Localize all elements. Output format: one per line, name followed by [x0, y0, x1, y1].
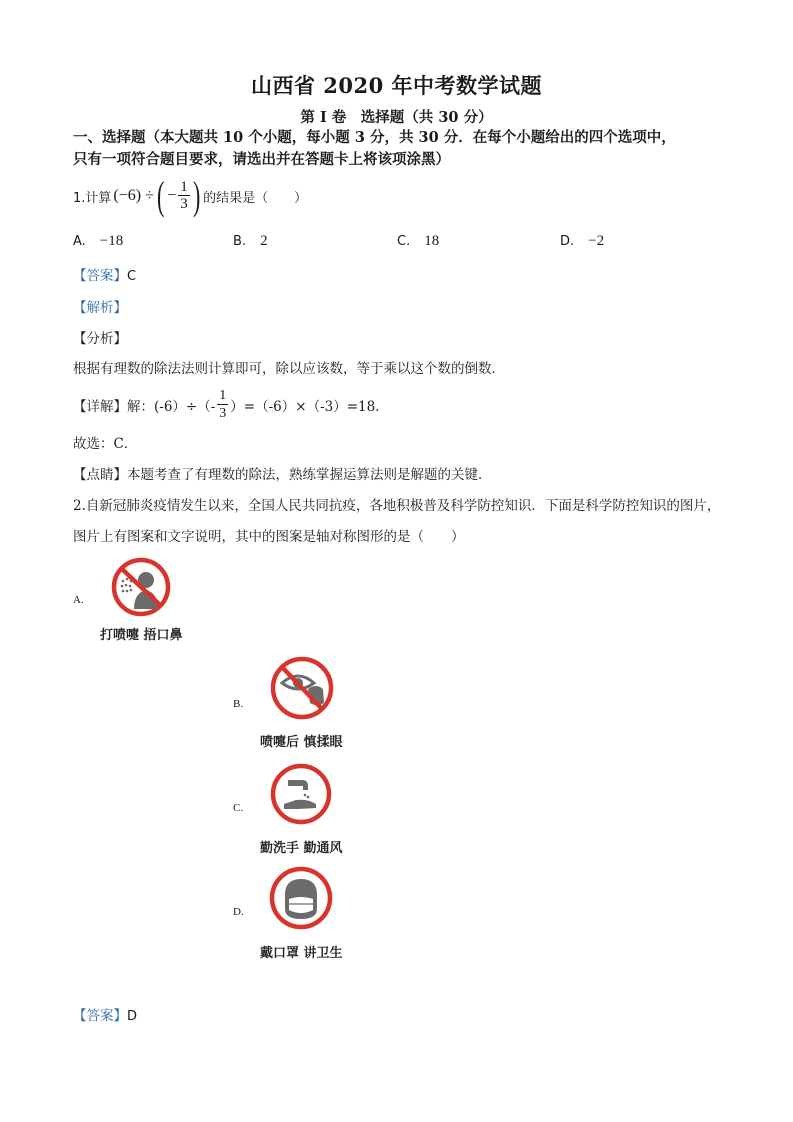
q1-frac-sign: −: [167, 187, 177, 204]
q2-option-a-caption: 打喷嚏 捂口鼻: [100, 628, 183, 643]
no-rub-eyes-icon: [268, 655, 336, 721]
page-title: 山西省 2020 年中考数学试题: [250, 73, 543, 98]
q1-fraction: [178, 179, 190, 213]
q2-option-c-label: C.: [233, 802, 244, 814]
q2-option-b-caption: 喷嚏后 慎揉眼: [260, 735, 343, 750]
q1-detailed-solution: 【详解】 解：(-6）÷（- $\frac{1}{3}$ ）=（-6）×（-3）=18．: [73, 388, 389, 421]
q2-option-a-label: A.: [73, 594, 84, 606]
q1-paren-open: (: [156, 173, 165, 218]
q2-answer: 【答案】D: [73, 1008, 138, 1024]
section-instructions-line1: 一、选择题（本大题共 10 个小题，每小题 3 分，共 30 分．在每个小题给出的四个选项中，: [73, 129, 676, 146]
q1-option-d: D. −2: [560, 233, 605, 249]
q1-paren-close: ): [192, 173, 201, 218]
q1-option-a: A. −18: [73, 233, 124, 249]
q1-frac-den: 3: [180, 196, 188, 212]
q1-conclusion: 故选：C．: [73, 436, 138, 452]
question-2-line2: 图片上有图案和文字说明，其中的图案是轴对称图形的是（ ）: [73, 529, 465, 545]
q1-prefix: 1.计算: [73, 190, 112, 206]
q1-option-b: B. 2: [233, 233, 268, 249]
q1-option-c: C. 18: [397, 233, 440, 249]
wash-hands-icon: [268, 762, 334, 826]
q2-option-d-caption: 戴口罩 讲卫生: [260, 946, 343, 961]
q1-fenxi-text: 根据有理数的除法法则计算即可，除以应该数，等于乘以这个数的倒数．: [73, 361, 505, 377]
q1-frac-num: 1: [180, 179, 188, 195]
q2-option-d-label: D.: [233, 906, 244, 918]
q2-option-c-caption: 勤洗手 勤通风: [260, 841, 343, 856]
section-instructions-line2: 只有一项符合题目要求，请选出并在答题卡上将该项涂黑）: [73, 151, 450, 168]
question-1: [73, 174, 307, 218]
q1-analysis-tag: 【解析】: [73, 300, 127, 316]
q1-fenxi-tag: 【分析】: [73, 331, 127, 347]
question-2-line1: 2.自新冠肺炎疫情发生以来，全国人民共同抗疫，各地积极普及科学防控知识．下面是科学防控知识的图片，: [73, 498, 721, 514]
q1-suffix: 的结果是（ ）: [203, 190, 308, 206]
answer-tag: 【答案】: [73, 1008, 127, 1024]
section-subtitle: 第 I 卷 选择题（共 30 分）: [300, 109, 493, 126]
q1-answer: 【答案】C: [73, 268, 137, 284]
answer-tag: 【答案】: [73, 268, 127, 284]
q1-solution-fraction: $\frac{1}{3}$: [219, 388, 227, 421]
wear-mask-icon: [268, 865, 334, 931]
q1-expr-left: (−6) ÷: [113, 187, 154, 204]
q1-comment: 【点睛】本题考查了有理数的除法，熟练掌握运算法则是解题的关键．: [73, 467, 492, 483]
q2-option-b-label: B.: [233, 698, 244, 710]
sneeze-cover-icon: [108, 557, 174, 617]
